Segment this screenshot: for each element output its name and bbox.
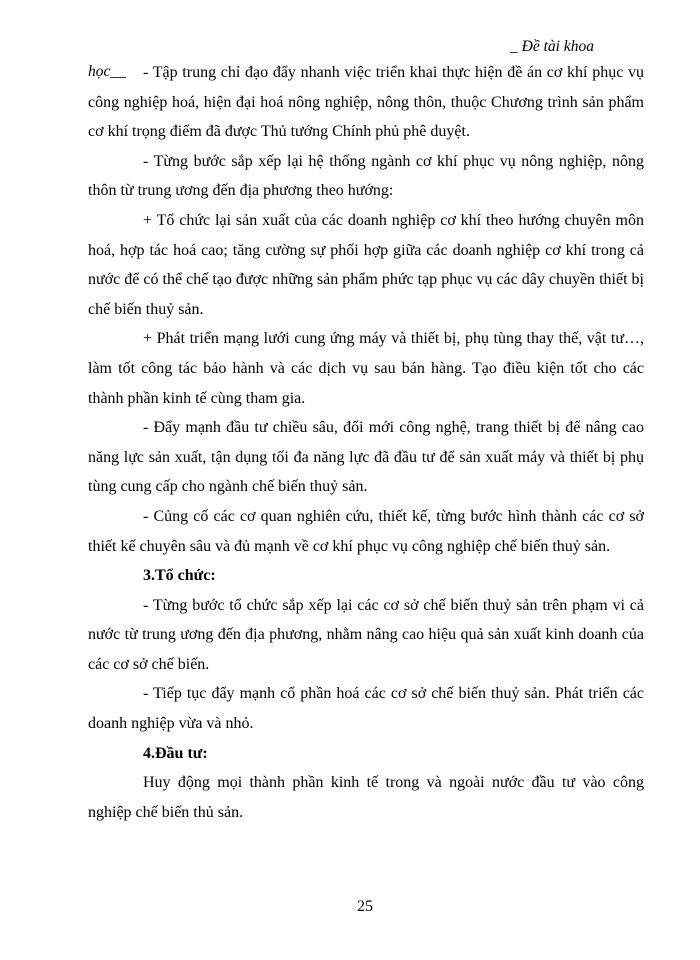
section-4-paragraph-1: Huy động mọi thành phần kinh tế trong và ngoài nước đầu tư vào công nghiệp chế biến thủ sản.: [88, 774, 644, 821]
section-3-paragraph-1: - Từng bước tổ chức sắp xếp lại các cơ sở chế biến thuỷ sản trên phạm vi cả nước từ trung ương đến địa phương, nhằm nâng cao hiệu quả sản xuất kinh doanh của các cơ sở chế biến.: [88, 596, 644, 673]
running-header-continuation: học__: [88, 63, 126, 80]
first-paragraph-block: [88, 58, 644, 147]
running-header-title: _ Đề tài khoa: [510, 38, 594, 55]
section-3-heading: 3.Tổ chức:: [143, 567, 216, 585]
paragraph-2: - Từng bước sắp xếp lại hệ thống ngành cơ khí phục vụ nông nghiệp, nông thôn từ trung ương đến địa phương theo hướng:: [88, 152, 644, 200]
paragraph-6: - Củng cố các cơ quan nghiên cứu, thiết kế, từng bước hình thành các cơ sở thiết kế chuyên sâu và đủ mạnh về cơ khí phục vụ công nghiệp chế biến thuỷ sản.: [88, 507, 644, 555]
page-number: 25: [357, 898, 373, 915]
section-3-paragraph-2: - Tiếp tục đẩy mạnh cổ phần hoá các cơ sở chế biến thuỷ sản. Phát triển các doanh nghiệp vừa và nhỏ.: [88, 685, 644, 733]
page-body: [88, 58, 644, 827]
paragraph-3: + Tổ chức lại sản xuất của các doanh nghiệp cơ khí theo hướng chuyên môn hoá, hợp tác hoá cao; tăng cường sự phối hợp giữa các doanh nghiệp cơ khí trong cả nước để có thể chế tạo được những sản phẩm phức tạp phục vụ các dây chuyền thiết bị chế biến thuỷ sản.: [88, 211, 644, 318]
paragraph-5: - Đẩy mạnh đầu tư chiều sâu, đổi mới công nghệ, trang thiết bị để nâng cao năng lực sản xuất, tận dụng tối đa năng lực đã đầu tư để sản xuất máy và thiết bị phụ tùng cung cấp cho ngành chế biến thuỷ sản.: [88, 419, 644, 496]
paragraph-4: + Phát triển mạng lưới cung ứng máy và thiết bị, phụ tùng thay thế, vật tư…, làm tốt công tác bảo hành và các dịch vụ sau bán hàng. Tạo điều kiện tốt cho các thành phần kinh tế cùng tham gia.: [88, 330, 644, 407]
paragraph-1: - Tập trung chỉ đạo đẩy nhanh việc triển khai thực hiện đề án cơ khí phục vụ công nghiệp hoá, hiện đại hoá nông nghiệp, nông thôn, thuộc Chương trình sản phẩm cơ khí trọng điểm đã được Thủ tướng Chính phủ phê duyệt.: [88, 64, 644, 141]
section-4-heading: 4.Đầu tư:: [143, 744, 208, 762]
